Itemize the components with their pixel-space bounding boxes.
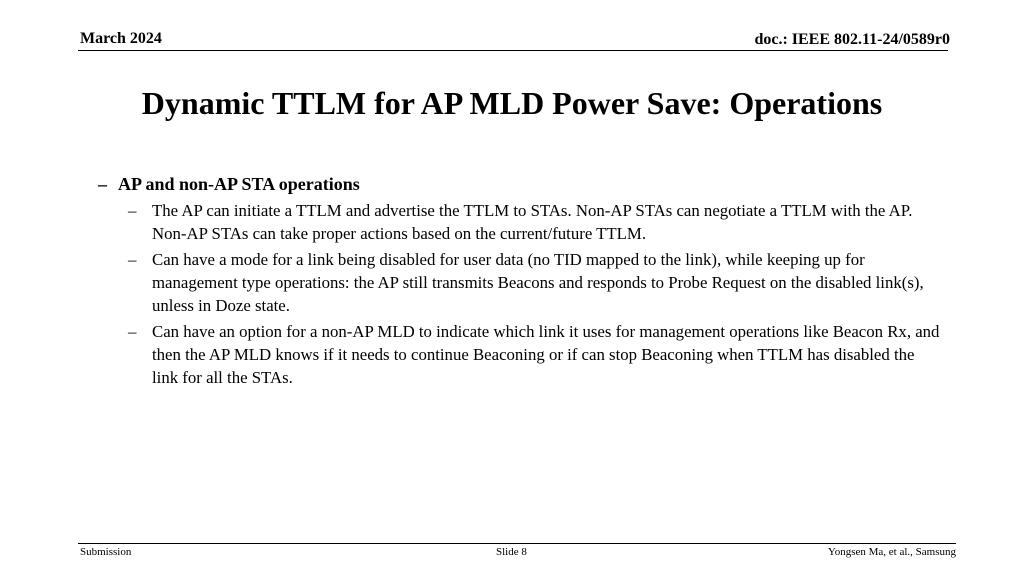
section-heading-item <box>98 172 948 196</box>
bullet-dash: – <box>128 201 137 220</box>
bullet-text: Can have an option for a non-AP MLD to indicate which link it uses for management operations like Beacon Rx, and then the AP MLD knows if it needs to continue Beaconing or if can stop Beaconing when TTLM has disabled the link for all the STAs. <box>152 322 940 387</box>
bullet-dash: – <box>128 322 137 341</box>
bullet-item <box>98 199 948 245</box>
slide-title: Dynamic TTLM for AP MLD Power Save: Operations <box>141 85 883 121</box>
bullet-dash: – <box>128 250 137 269</box>
footer-slide-number: Slide 8 <box>496 546 527 558</box>
slide-body <box>98 172 948 392</box>
section-heading: AP and non-AP STA operations <box>118 174 360 194</box>
header-doc-id: doc.: IEEE 802.11-24/0589r0 <box>754 31 950 48</box>
footer-authors: Yongsen Ma, et al., Samsung <box>827 546 956 558</box>
header-date: March 2024 <box>80 30 162 47</box>
footer-submission: Submission <box>80 546 132 558</box>
header-divider <box>78 50 948 51</box>
bullet-item <box>98 248 948 317</box>
bullet-text: Can have a mode for a link being disabled for user data (no TID mapped to the link), while keeping up for management type operations: the AP still transmits Beacons and responds to Probe Request on the disabled link(s), unless in Doze state. <box>152 250 924 315</box>
section-dash: – <box>98 174 107 194</box>
bullet-item <box>98 320 948 389</box>
footer-divider <box>78 543 956 544</box>
bullet-text: The AP can initiate a TTLM and advertise the TTLM to STAs. Non-AP STAs can negotiate a TTLM with the AP. Non-AP STAs can take proper actions based on the current/future TTLM. <box>152 201 913 243</box>
